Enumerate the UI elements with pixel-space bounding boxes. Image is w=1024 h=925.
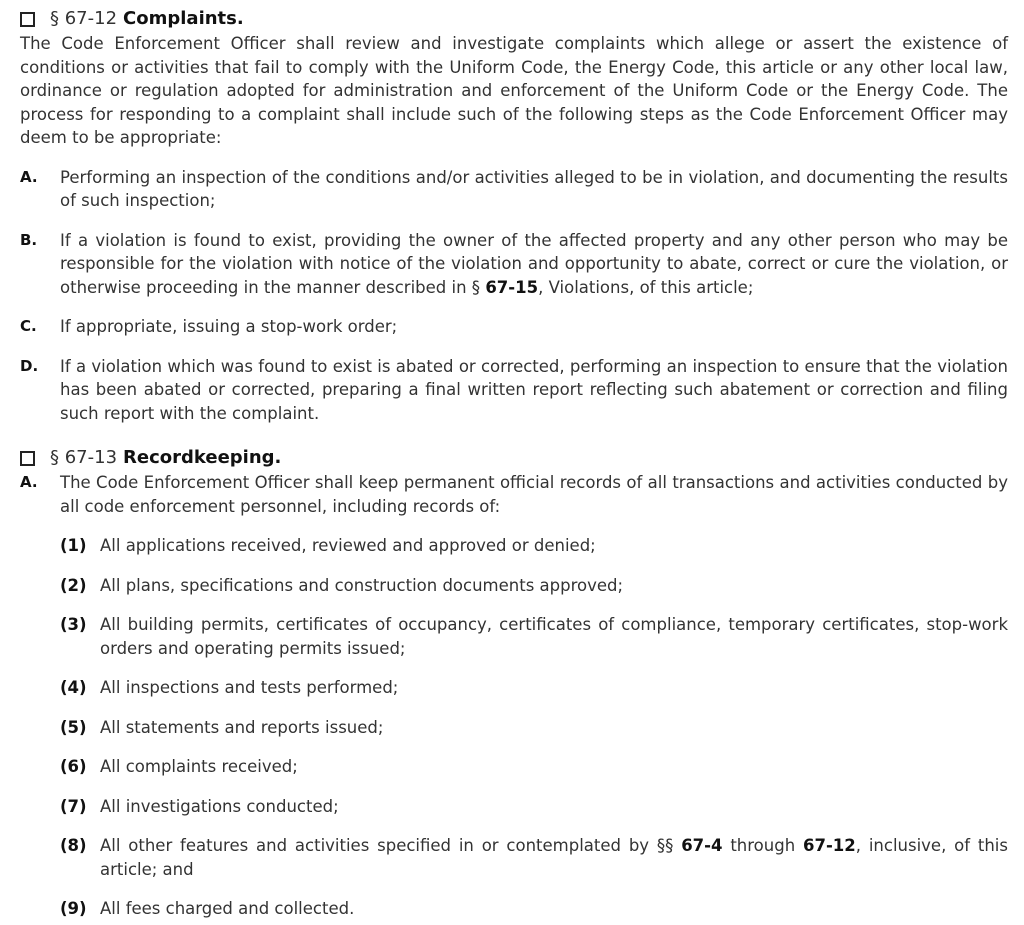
section-number: § 67-12 <box>50 8 118 30</box>
sub-label: (2) <box>60 575 87 595</box>
item-label: C. <box>20 317 37 335</box>
list-item-a <box>20 471 1008 518</box>
section-checkbox-67-12[interactable] <box>20 12 35 27</box>
section-spacer <box>20 425 1008 445</box>
item-text <box>60 229 1008 300</box>
sub-label: (3) <box>60 615 87 634</box>
section-intro: The Code Enforcement Officer shall review and investigate complaints which allege or assert the existence of conditions or activities that fail to comply with the Uniform Code, the Energy Code, this article or any other local law, ordinance or regulation adopted for administration and enforcement of the Uniform Code or the Energy Code. The process for responding to a complaint shall include such of the following steps as the Code Enforcement Officer may deem to be appropriate: <box>20 34 1008 147</box>
sub-label: (8) <box>60 836 87 855</box>
sub-item-3 <box>60 613 1008 660</box>
sub-item-7 <box>60 795 1008 819</box>
sub-text-part: through <box>722 836 803 855</box>
sub-item-4 <box>60 676 1008 700</box>
sub-label: (6) <box>60 757 87 776</box>
item-text: If a violation which was found to exist is abated or corrected, performing an inspection to ensure that the violation has been abated or corrected, preparing a final written report reflecting such abatement or correction and filing such report with the complaint. <box>60 356 1008 423</box>
sub-label: (4) <box>60 678 87 697</box>
section-number: § 67-13 <box>50 447 118 469</box>
list-item-c <box>20 315 1008 339</box>
item-text: Performing an inspection of the conditions and/or activities alleged to be in violation, and documenting the results of such inspection; <box>60 167 1008 210</box>
sub-label: (5) <box>60 717 87 737</box>
sub-item-2 <box>60 574 1008 598</box>
sub-item-1 <box>60 534 1008 558</box>
item-label: D. <box>20 356 39 375</box>
item-text: The Code Enforcement Officer shall keep permanent official records of all transactions and activities conducted by all code enforcement personnel, including records of: <box>60 473 1008 516</box>
sub-text: All complaints received; <box>100 757 298 776</box>
item-text-part: If a violation is found to exist, providing the owner of the affected property and any other person who may be responsible for the violation with notice of the violation and opportunity to abate, correct or cure the violation, or otherwise proceeding in the manner described in § <box>60 230 1008 297</box>
sub-text: All building permits, certificates of occupancy, certificates of compliance, temporary certificates, stop-work orders and operating permits issued; <box>100 615 1008 658</box>
list-item-d <box>20 355 1008 426</box>
section-reference-link[interactable]: 67-15 <box>485 277 539 297</box>
sub-text: All fees charged and collected. <box>100 899 355 918</box>
item-label: B. <box>20 230 38 249</box>
sub-text-part: , inclusive, of this article; and <box>100 836 1008 879</box>
list-item-a <box>20 166 1008 213</box>
section-title: Complaints. <box>123 8 244 30</box>
sub-text-part: All other features and activities specified in or contemplated by §§ <box>100 836 682 855</box>
item-label: A. <box>20 167 38 186</box>
sub-text <box>100 834 1008 881</box>
item-text-part: , Violations, of this article; <box>538 277 754 297</box>
section-title: Recordkeeping. <box>123 447 282 469</box>
sub-label: (1) <box>60 536 87 555</box>
sub-item-5 <box>60 716 1008 740</box>
sub-label: (7) <box>60 796 87 816</box>
sub-item-6 <box>60 755 1008 779</box>
list-item-b <box>20 229 1008 300</box>
item-text: If appropriate, issuing a stop-work order; <box>60 317 398 336</box>
sub-text: All inspections and tests performed; <box>100 678 399 697</box>
section-header-67-13 <box>20 445 1008 471</box>
sub-label: (9) <box>60 899 87 918</box>
sub-item-8 <box>60 834 1008 881</box>
section-reference-link[interactable]: 67-12 <box>802 836 856 855</box>
item-label: A. <box>20 473 38 491</box>
section-reference-link[interactable]: 67-4 <box>681 836 723 855</box>
section-checkbox-67-13[interactable] <box>20 451 35 466</box>
sub-text: All plans, specifications and construction documents approved; <box>100 575 624 595</box>
sub-list <box>60 534 1008 921</box>
sub-text: All applications received, reviewed and approved or denied; <box>100 536 596 555</box>
sub-text: All investigations conducted; <box>100 796 339 816</box>
sub-text: All statements and reports issued; <box>100 717 384 737</box>
section-header-67-12 <box>20 6 1008 32</box>
sub-item-9 <box>60 897 1008 921</box>
